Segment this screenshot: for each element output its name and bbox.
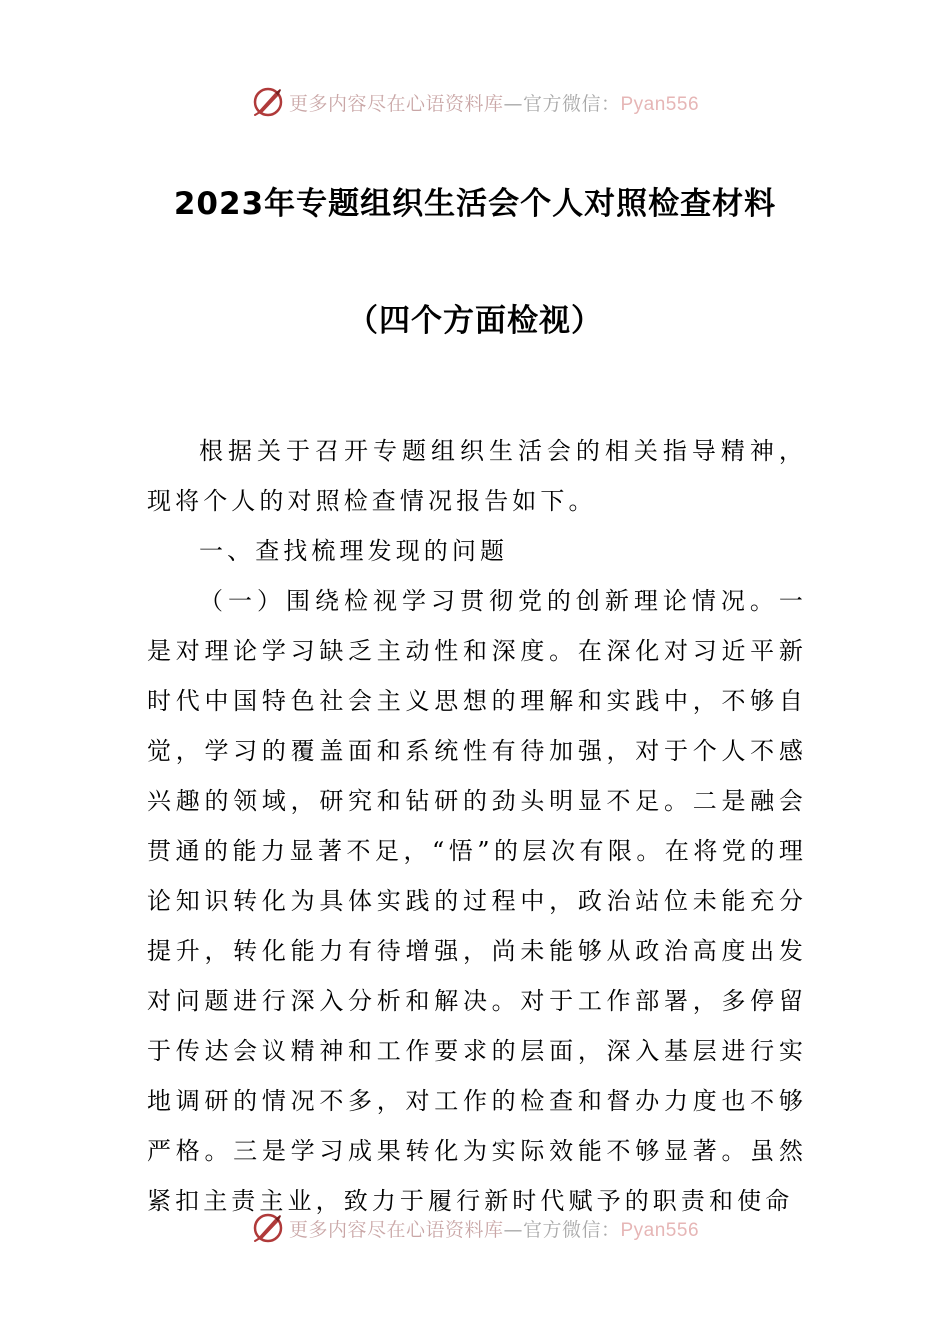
watermark-wechat-id: Pyan556	[620, 93, 700, 115]
body-paragraph-intro: 根据关于召开专题组织生活会的相关指导精神，现将个人的对照检查情况报告如下。	[147, 437, 807, 515]
quill-logo-icon	[251, 1211, 285, 1245]
watermark-header	[0, 82, 950, 122]
watermark-wechat-id: Pyan556	[620, 1219, 700, 1241]
section-heading: 一、查找梳理发现的问题	[199, 537, 509, 565]
watermark-footer	[0, 1208, 950, 1248]
watermark-site-name: 更多内容尽在心语资料库	[288, 1218, 504, 1241]
watermark-wechat-label: —官方微信：	[503, 1218, 621, 1241]
document-body	[147, 426, 807, 1226]
watermark-text	[289, 89, 699, 116]
body-paragraph-section-1: （一）围绕检视学习贯彻党的创新理论情况。一是对理论学习缺乏主动性和深度。在深化对习近平新时代中国特色社会主义思想的理解和实践中，不够自觉，学习的覆盖面和系统性有待加强，对于个人不感兴趣的领域，研究和钻研的劲头明显不足。二是融会贯通的能力显著不足，“悟”的层次有限。在将党的理论知识转化为具体实践的过程中，政治站位未能充分提升，转化能力有待增强，尚未能够从政治高度出发对问题进行深入分析和解决。对于工作部署，多停留于传达会议精神和工作要求的层面，深入基层进行实地调研的情况不多，对工作的检查和督办力度也不够严格。三是学习成果转化为实际效能不够显著。虽然紧扣主责主业，致力于履行新时代赋予的职责和使命	[147, 587, 807, 1215]
watermark-wechat-label: —官方微信：	[503, 92, 621, 115]
watermark-site-name: 更多内容尽在心语资料库	[288, 92, 504, 115]
document-title: 2023年专题组织生活会个人对照检查材料	[173, 186, 777, 222]
document-subtitle: （四个方面检视）	[347, 303, 603, 339]
watermark-text	[289, 1215, 699, 1242]
quill-logo-icon	[251, 85, 285, 119]
